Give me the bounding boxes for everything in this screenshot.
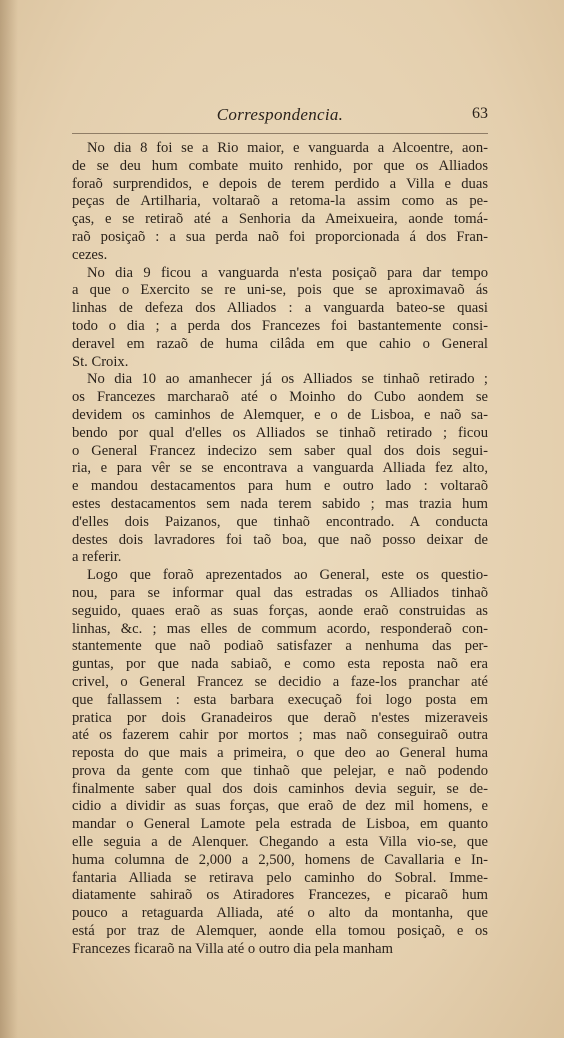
text-line: stantemente que naõ podiaõ satisfazer a nenhuma das per-: [72, 638, 488, 655]
text-line: e mandou destacamentos para hum e outro lado : voltaraõ: [72, 478, 488, 495]
text-line: deravel em razaõ de huma cilâda em que cahio o General: [72, 335, 488, 352]
text-line: No dia 9 ficou a vanguarda n'esta posiçaõ para dar tempo: [87, 264, 488, 281]
text-line: até os fazerem cahir por mortos ; mas naõ conseguiraõ outra: [72, 727, 488, 744]
text-line: o General Francez indecizo sem saber qual dos dois segui-: [72, 442, 488, 459]
text-line: linhas de defeza dos Alliados : a vanguarda bateo-se quasi: [72, 300, 488, 317]
text-line: a que o Exercito se re uni-se, pois que se aproximavaõ ás: [72, 282, 488, 299]
paragraph: [72, 140, 488, 265]
text-line: No dia 10 ao amanhecer já os Alliados se tinhaõ retirado ;: [87, 371, 488, 388]
text-line: a referir.: [72, 549, 122, 566]
text-line: Francezes ficaraõ na Villa até o outro dia pela manham: [72, 940, 393, 957]
text-line: guntas, por que nada sabiaõ, e como esta reposta naõ era: [72, 656, 488, 673]
text-line: estes destacamentos sem nada terem sabido ; mas trazia hum: [72, 495, 488, 512]
text-line: prova da gente com que tinhaõ que pelejar, e naõ podendo: [72, 762, 488, 779]
text-line: nou, para se informar qual das estradas os Alliados tinhaõ: [72, 584, 488, 601]
body-text: [72, 140, 488, 959]
text-line: cezes.: [72, 246, 108, 263]
text-line: destes dois lavradores foi taõ boa, que naõ posso deixar de: [72, 531, 488, 548]
text-line: devidem os caminhos de Alemquer, e o de Lisboa, e naõ sa-: [72, 406, 488, 423]
text-line: cidio a dividir as suas forças, que eraõ de dez mil homens, e: [72, 798, 488, 815]
text-line: reposta do que mais a primeira, o que deo ao General huma: [72, 745, 488, 762]
text-line: todo o dia ; a perda dos Francezes foi bastantemente consi-: [72, 317, 488, 334]
text-line: crivel, o General Francez se decidio a faze-los pranchar até: [72, 673, 488, 690]
paragraph: [72, 371, 488, 567]
text-line: os Francezes marcharaõ até o Moinho do Cubo aondem se: [72, 389, 488, 406]
text-line: Logo que foraõ aprezentados ao General, este os questio-: [87, 567, 488, 584]
text-line: huma columna de 2,000 a 2,500, homens de Cavallaria e In-: [72, 851, 488, 868]
page-number: 63: [472, 105, 488, 122]
text-line: diatamente sahiraõ os Atiradores Francezes, e picaraõ hum: [72, 887, 488, 904]
running-head: [72, 105, 488, 129]
text-line: foraõ surprendidos, e depois de terem perdido a Villa e duas: [72, 175, 488, 192]
text-line: pratica por dois Granadeiros que deraõ n'estes mizeraveis: [72, 709, 488, 726]
text-line: seguido, quaes eraõ as suas forças, aonde eraõ construidas as: [72, 602, 488, 619]
text-line: linhas, &c. ; mas elles de commum acordo, responderaõ con-: [72, 620, 488, 637]
header-rule: [72, 133, 488, 134]
running-title: Correspondencia.: [216, 105, 344, 124]
text-line: está por traz de Alemquer, aonde ella tomou posiçaõ, e os: [72, 923, 488, 940]
text-line: elle seguia a de Alenquer. Chegando a esta Villa vio-se, que: [72, 834, 488, 851]
text-line: peças de Artilharia, voltaraõ a retoma-la assim como as pe-: [72, 193, 488, 210]
text-line: fantaria Alliada se retirava pelo caminho do Sobral. Imme-: [72, 869, 488, 886]
text-line: d'elles dois Paizanos, que tinhaõ encontrado. A conducta: [72, 513, 488, 530]
text-line: pouco a retaguarda Alliada, até o alto da montanha, que: [72, 905, 488, 922]
text-line: de se deu hum combate muito renhido, por que os Alliados: [72, 157, 488, 174]
text-line: St. Croix.: [72, 353, 129, 370]
text-line: que fallassem : esta barbara execuçaõ foi logo posta em: [72, 691, 488, 708]
text-line: No dia 8 foi se a Rio maior, e vanguarda a Alcoentre, aon-: [87, 140, 488, 156]
paragraph: [72, 567, 488, 959]
text-line: ças, e se retiraõ até a Senhoria da Ameixueira, aonde tomá-: [72, 211, 488, 228]
text-line: finalmente saber qual dos dois caminhos devia seguir, se de-: [72, 780, 488, 797]
text-line: mandar o General Lamote pela estrada de Lisboa, em quanto: [72, 816, 488, 833]
text-line: raõ posiçaõ : a sua perda naõ foi proporcionada á dos Fran-: [72, 228, 488, 245]
paragraph: [72, 265, 488, 372]
text-line: ria, e para vêr se se encontrava a vanguarda Alliada fez alto,: [72, 460, 488, 477]
text-line: bendo por qual d'elles os Alliados se tinhaõ retirado ; ficou: [72, 424, 488, 441]
